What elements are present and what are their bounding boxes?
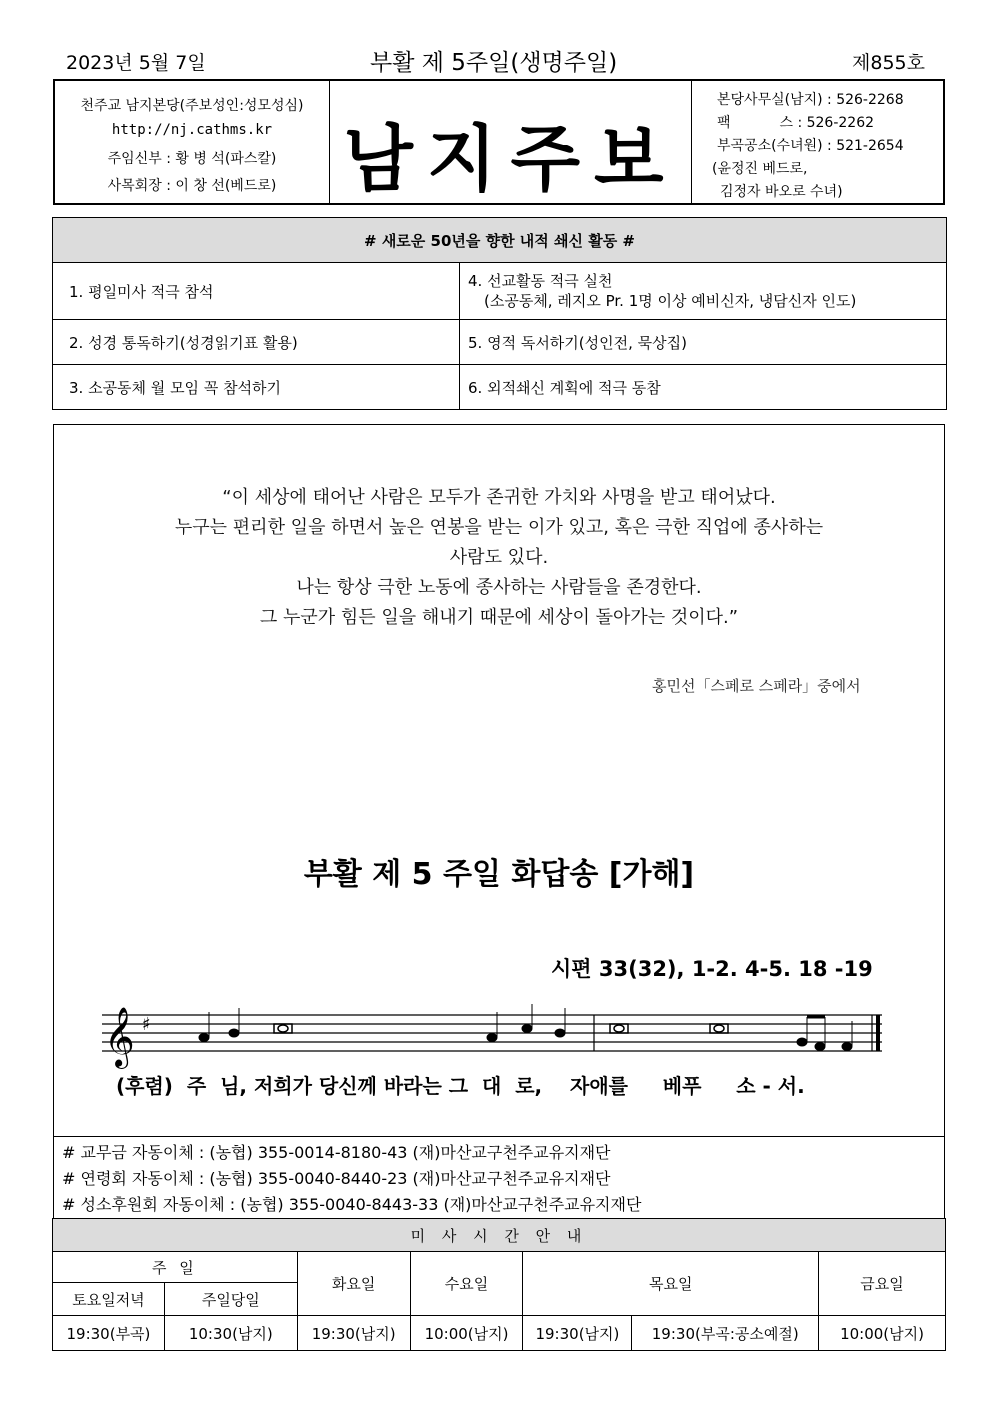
contact-line: 본당사무실(남지) : 526-2268 [717,92,904,108]
treble-clef-icon: 𝄞 [104,1007,135,1067]
bank-line: # 교무금 자동이체 : (농협) 355-0014-8180-43 (재)마산교구천주교유지재단 [62,1143,611,1162]
mass-time: 10:30(남지) [164,1316,297,1351]
music-staff [102,1000,892,1070]
quote-line: 나는 항상 극한 노동에 종사하는 사람들을 존경한다. [296,577,702,598]
col-friday: 금요일 [819,1252,946,1316]
sharp-icon: ♯ [142,1014,151,1035]
renewal-item-detail: (소공동체, 레지오 Pr. 1명 이상 예비신자, 냉담신자 인도) [484,292,857,310]
col-tuesday: 화요일 [297,1252,410,1316]
council-president: 사목회장 : 이 창 선(베드로) [107,178,277,194]
psalm-lyrics: (후렴) 주 님, 저희가 당신께 바라는 그 대 로, 자애를 베푸 소 - 서. [116,1074,805,1098]
mass-time: 19:30(남지) [297,1316,410,1351]
mass-time: 10:00(남지) [410,1316,523,1351]
bank-line: # 성소후원회 자동이체 : (농협) 355-0040-8443-33 (재)마산교구천주교유지재단 [62,1195,642,1214]
contact-info [692,81,945,203]
col-saturday-evening: 토요일저녁 [53,1283,165,1316]
quote-line: 그 누군가 힘든 일을 해내기 때문에 세상이 돌아가는 것이다.” [259,607,739,628]
psalm-reference: 시편 33(32), 1-2. 4-5. 18 -19 [551,957,873,981]
renewal-item [460,263,947,320]
quote-text [54,483,944,633]
bank-transfer-info [53,1136,945,1218]
mass-time: 10:00(남지) [819,1316,946,1351]
mass-time: 19:30(부곡) [53,1316,165,1351]
issue-number: 제855호 [852,52,925,74]
mass-time: 19:30(남지) [523,1316,632,1351]
renewal-item: 6. 외적쇄신 계획에 적극 동참 [460,365,947,410]
contact-line: (윤정진 베드로, [712,161,808,177]
renewal-item: 2. 성경 통독하기(성경읽기표 활용) [53,320,460,365]
renewal-item: 3. 소공동체 월 모임 꼭 참석하기 [53,365,460,410]
renewal-table [52,217,947,410]
quote-source: 홍민선「스페로 스페라」중에서 [652,677,861,695]
quote-line: 누구는 편리한 일을 하면서 높은 연봉을 받는 이가 있고, 혹은 극한 직업에 종사하는 [174,517,824,538]
issue-date: 2023년 5월 7일 [66,52,206,74]
psalm-title: 부활 제 5 주일 화답송 [가해] [303,857,695,892]
masthead [53,79,945,205]
parish-url[interactable]: http://nj.cathms.kr [111,122,273,138]
mass-title: 미 사 시 간 안 내 [53,1219,946,1252]
parish-info [55,81,330,203]
quote-line: “이 세상에 태어난 사람은 모두가 존귀한 가치와 사명을 받고 태어났다. [222,487,776,508]
col-sunday: 주 일 [53,1252,298,1283]
contact-line: 김정자 바오로 수녀) [720,184,843,200]
col-wednesday: 수요일 [410,1252,523,1316]
mass-time: 19:30(부곡:공소예절) [632,1316,819,1351]
bulletin-logo [330,81,692,203]
liturgical-title: 부활 제 5주일(생명주일) [370,50,618,76]
renewal-item: 1. 평일미사 적극 참석 [53,263,460,320]
renewal-title: # 새로운 50년을 향한 내적 쇄신 활동 # [53,218,947,263]
parish-name: 천주교 남지본당(주보성인:성모성심) [80,98,304,114]
bulletin-name: 남지주보 [343,116,678,201]
contact-line: 팩 스 : 526-2262 [717,115,875,131]
renewal-item-title: 4. 선교활동 적극 실천 [468,272,613,290]
col-thursday: 목요일 [523,1252,819,1316]
contact-line: 부곡공소(수녀원) : 521-2654 [717,138,904,154]
quote-panel [53,424,945,1137]
mass-schedule [52,1218,946,1351]
col-sunday-day: 주일당일 [164,1283,297,1316]
pastor-name: 주임신부 : 황 병 석(파스칼) [107,151,277,167]
quote-line: 사람도 있다. [449,547,549,568]
bank-line: # 연령회 자동이체 : (농협) 355-0040-8440-23 (재)마산교구천주교유지재단 [62,1169,611,1188]
renewal-item: 5. 영적 독서하기(성인전, 묵상집) [460,320,947,365]
